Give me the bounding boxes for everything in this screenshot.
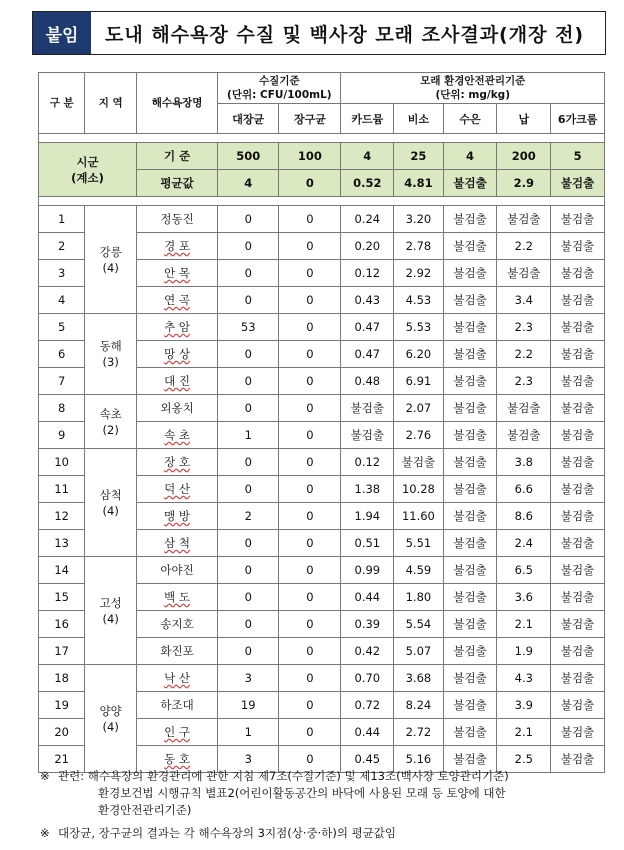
beach-name xyxy=(137,233,218,260)
note-mark: ※ xyxy=(40,769,50,783)
standard-value: 200 xyxy=(497,143,551,170)
measurement-value: 0.70 xyxy=(341,665,394,692)
measurement-value: 3.6 xyxy=(497,584,551,611)
region-cell xyxy=(85,206,137,314)
measurement-value: 불검출 xyxy=(443,665,497,692)
note-1-line-3: 환경안전관리기준) xyxy=(98,803,192,817)
measurement-value: 0 xyxy=(218,449,279,476)
measurement-value: 불검출 xyxy=(443,314,497,341)
row-number: 20 xyxy=(39,719,85,746)
beach-name-text: 아야진 xyxy=(160,563,194,577)
beach-name-text: 인 구 xyxy=(164,725,191,739)
beach-name-text: 삼 척 xyxy=(164,536,191,550)
region-name: 고성 xyxy=(99,595,122,610)
header-gubun: 구 분 xyxy=(39,73,85,134)
measurement-value: 불검출 xyxy=(551,530,605,557)
measurement-value: 2.4 xyxy=(497,530,551,557)
beach-name-text: 덕 산 xyxy=(164,482,191,496)
row-number: 3 xyxy=(39,260,85,287)
note-mark: ※ xyxy=(40,826,50,840)
measurement-value: 4.59 xyxy=(394,557,444,584)
beach-name xyxy=(137,638,218,665)
measurement-value: 불검출 xyxy=(443,746,497,773)
beach-name xyxy=(137,260,218,287)
note-1-line-1: 관련: 해수욕장의 환경관리에 관한 지침 제7조(수질기준) 및 제13조(백사장 토양관리기준) xyxy=(58,769,509,783)
measurement-value: 5.51 xyxy=(394,530,444,557)
note-2-text: 대장균, 장구균의 결과는 각 해수욕장의 3지점(상·중·하)의 평균값임 xyxy=(58,826,397,840)
measurement-value: 2.1 xyxy=(497,611,551,638)
param-header: 대장균 xyxy=(218,104,279,134)
sand-standard-title: 모래 환경안전관리기준 xyxy=(420,75,526,87)
region-cell xyxy=(85,557,137,665)
beach-name-text: 맹 방 xyxy=(164,509,191,523)
measurement-value: 불검출 xyxy=(551,260,605,287)
measurement-value: 0.20 xyxy=(341,233,394,260)
beach-name xyxy=(137,314,218,341)
measurement-value: 0 xyxy=(218,287,279,314)
measurement-value: 3.4 xyxy=(497,287,551,314)
measurement-value: 불검출 xyxy=(443,719,497,746)
measurement-value: 불검출 xyxy=(551,557,605,584)
header-water-standard xyxy=(218,73,341,104)
measurement-value: 3.20 xyxy=(394,206,444,233)
measurement-value: 0.12 xyxy=(341,260,394,287)
beach-name-text: 백 도 xyxy=(164,590,191,604)
measurement-value: 3.68 xyxy=(394,665,444,692)
results-table-body xyxy=(39,134,605,773)
measurement-value: 0.47 xyxy=(341,314,394,341)
beach-name-text: 하조대 xyxy=(160,698,194,712)
measurement-value: 10.28 xyxy=(394,476,444,503)
row-number: 10 xyxy=(39,449,85,476)
row-number: 12 xyxy=(39,503,85,530)
row-number: 14 xyxy=(39,557,85,584)
region-name: 양양 xyxy=(99,703,122,718)
title-box xyxy=(32,11,606,55)
beach-name xyxy=(137,665,218,692)
measurement-value: 불검출 xyxy=(443,368,497,395)
measurement-value: 2.07 xyxy=(394,395,444,422)
measurement-value: 1.38 xyxy=(341,476,394,503)
region-count: (4) xyxy=(102,719,119,734)
measurement-value: 불검출 xyxy=(443,692,497,719)
row-number: 2 xyxy=(39,233,85,260)
measurement-value: 0.24 xyxy=(341,206,394,233)
beach-name xyxy=(137,287,218,314)
measurement-value: 불검출 xyxy=(341,395,394,422)
beach-name-text: 외옹치 xyxy=(160,401,194,415)
beach-name-text: 화진포 xyxy=(160,644,194,658)
measurement-value: 불검출 xyxy=(497,206,551,233)
notes xyxy=(40,768,600,842)
measurement-value: 불검출 xyxy=(443,611,497,638)
region-count: (2) xyxy=(102,422,119,437)
measurement-value: 0.47 xyxy=(341,341,394,368)
measurement-value: 0 xyxy=(218,260,279,287)
note-1 xyxy=(40,768,600,785)
measurement-value: 0 xyxy=(218,584,279,611)
measurement-value: 0 xyxy=(279,206,341,233)
measurement-value: 불검출 xyxy=(443,233,497,260)
measurement-value: 0 xyxy=(279,287,341,314)
beach-name xyxy=(137,395,218,422)
header-beach: 해수욕장명 xyxy=(137,73,218,134)
measurement-value: 4.3 xyxy=(497,665,551,692)
measurement-value: 2.72 xyxy=(394,719,444,746)
average-value: 0.52 xyxy=(341,170,394,197)
standard-value: 100 xyxy=(279,143,341,170)
param-header: 납 xyxy=(497,104,551,134)
average-value: 4.81 xyxy=(394,170,444,197)
region-name: 동해 xyxy=(99,339,122,353)
measurement-value: 8.6 xyxy=(497,503,551,530)
measurement-value: 3.9 xyxy=(497,692,551,719)
measurement-value: 0 xyxy=(279,233,341,260)
measurement-value: 0.44 xyxy=(341,719,394,746)
standard-value: 4 xyxy=(341,143,394,170)
measurement-value: 불검출 xyxy=(551,287,605,314)
beach-name-text: 동 호 xyxy=(164,752,191,766)
region-cell xyxy=(85,449,137,557)
beach-name xyxy=(137,584,218,611)
beach-name-text: 경 포 xyxy=(164,239,191,253)
measurement-value: 0 xyxy=(218,611,279,638)
measurement-value: 3 xyxy=(218,665,279,692)
measurement-value: 0.51 xyxy=(341,530,394,557)
measurement-value: 5.54 xyxy=(394,611,444,638)
measurement-value: 4.53 xyxy=(394,287,444,314)
measurement-value: 8.24 xyxy=(394,692,444,719)
measurement-value: 6.6 xyxy=(497,476,551,503)
measurement-value: 0 xyxy=(279,719,341,746)
measurement-value: 불검출 xyxy=(443,557,497,584)
standard-value: 4 xyxy=(443,143,497,170)
row-number: 8 xyxy=(39,395,85,422)
beach-name xyxy=(137,449,218,476)
measurement-value: 불검출 xyxy=(443,341,497,368)
row-number: 13 xyxy=(39,530,85,557)
row-number: 4 xyxy=(39,287,85,314)
measurement-value: 5.53 xyxy=(394,314,444,341)
measurement-value: 0 xyxy=(279,449,341,476)
standard-value: 5 xyxy=(551,143,605,170)
table-row xyxy=(39,395,605,422)
param-header: 장구균 xyxy=(279,104,341,134)
summary-label-line2: (계소) xyxy=(71,170,104,185)
measurement-value: 0 xyxy=(279,368,341,395)
measurement-value: 0 xyxy=(279,530,341,557)
page-title: 도내 해수욕장 수질 및 백사장 모래 조사결과(개장 전) xyxy=(105,23,585,46)
measurement-value: 0 xyxy=(218,530,279,557)
note-1-line-2: 환경보건법 시행규칙 별표2(어린이활동공간의 바닥에 사용된 모래 등 토양에 대한 xyxy=(98,786,506,800)
measurement-value: 0 xyxy=(218,233,279,260)
table-row xyxy=(39,314,605,341)
measurement-value: 3.8 xyxy=(497,449,551,476)
measurement-value: 2.3 xyxy=(497,314,551,341)
measurement-value: 0 xyxy=(218,341,279,368)
header-region: 지 역 xyxy=(85,73,137,134)
measurement-value: 불검출 xyxy=(443,584,497,611)
region-count: (4) xyxy=(102,503,119,518)
measurement-value: 2.2 xyxy=(497,233,551,260)
results-table-container xyxy=(38,72,605,773)
row-number: 17 xyxy=(39,638,85,665)
measurement-value: 0.42 xyxy=(341,638,394,665)
measurement-value: 불검출 xyxy=(443,260,497,287)
beach-name xyxy=(137,557,218,584)
region-count: (4) xyxy=(102,611,119,626)
param-header: 수은 xyxy=(443,104,497,134)
beach-name-text: 낙 산 xyxy=(164,671,191,685)
measurement-value: 불검출 xyxy=(551,368,605,395)
measurement-value: 2 xyxy=(218,503,279,530)
measurement-value: 0.12 xyxy=(341,449,394,476)
region-count: (4) xyxy=(102,260,119,275)
measurement-value: 1 xyxy=(218,422,279,449)
row-number: 5 xyxy=(39,314,85,341)
measurement-value: 불검출 xyxy=(551,422,605,449)
row-number: 1 xyxy=(39,206,85,233)
measurement-value: 3 xyxy=(218,746,279,773)
measurement-value: 1.80 xyxy=(394,584,444,611)
measurement-value: 0 xyxy=(279,476,341,503)
measurement-value: 불검출 xyxy=(443,287,497,314)
measurement-value: 0 xyxy=(279,746,341,773)
beach-name-text: 안 목 xyxy=(164,266,191,280)
measurement-value: 불검출 xyxy=(443,395,497,422)
measurement-value: 불검출 xyxy=(551,449,605,476)
row-number: 7 xyxy=(39,368,85,395)
measurement-value: 1.94 xyxy=(341,503,394,530)
sand-standard-unit: (단위: mg/kg) xyxy=(435,89,510,101)
measurement-value: 0 xyxy=(279,503,341,530)
region-count: (3) xyxy=(102,355,119,369)
beach-name-text: 망 상 xyxy=(164,347,191,361)
attachment-badge: 붙임 xyxy=(33,12,91,54)
measurement-value: 불검출 xyxy=(443,530,497,557)
measurement-value: 불검출 xyxy=(551,206,605,233)
average-label: 평균값 xyxy=(137,170,218,197)
row-number: 21 xyxy=(39,746,85,773)
measurement-value: 2.3 xyxy=(497,368,551,395)
measurement-value: 0.45 xyxy=(341,746,394,773)
beach-name xyxy=(137,206,218,233)
measurement-value: 불검출 xyxy=(551,692,605,719)
measurement-value: 19 xyxy=(218,692,279,719)
row-number: 19 xyxy=(39,692,85,719)
measurement-value: 불검출 xyxy=(551,314,605,341)
measurement-value: 11.60 xyxy=(394,503,444,530)
water-standard-title: 수질기준 xyxy=(259,75,300,87)
measurement-value: 6.20 xyxy=(394,341,444,368)
beach-name xyxy=(137,692,218,719)
measurement-value: 0 xyxy=(218,395,279,422)
row-number: 6 xyxy=(39,341,85,368)
measurement-value: 불검출 xyxy=(497,395,551,422)
measurement-value: 불검출 xyxy=(443,476,497,503)
row-number: 18 xyxy=(39,665,85,692)
measurement-value: 불검출 xyxy=(497,422,551,449)
measurement-value: 2.2 xyxy=(497,341,551,368)
note-2 xyxy=(40,825,600,842)
measurement-value: 2.1 xyxy=(497,719,551,746)
measurement-value: 0.72 xyxy=(341,692,394,719)
measurement-value: 0 xyxy=(279,692,341,719)
beach-name xyxy=(137,422,218,449)
average-value: 4 xyxy=(218,170,279,197)
row-number: 15 xyxy=(39,584,85,611)
row-number: 11 xyxy=(39,476,85,503)
average-value: 불검출 xyxy=(551,170,605,197)
region-cell xyxy=(85,314,137,395)
summary-label-line1: 시군 xyxy=(76,154,99,169)
measurement-value: 불검출 xyxy=(443,449,497,476)
measurement-value: 불검출 xyxy=(551,665,605,692)
measurement-value: 0 xyxy=(279,584,341,611)
beach-name-text: 추 암 xyxy=(164,320,191,334)
measurement-value: 0 xyxy=(279,557,341,584)
results-table xyxy=(38,72,605,773)
measurement-value: 0 xyxy=(279,395,341,422)
measurement-value: 6.91 xyxy=(394,368,444,395)
measurement-value: 0 xyxy=(279,422,341,449)
measurement-value: 0.39 xyxy=(341,611,394,638)
beach-name xyxy=(137,476,218,503)
measurement-value: 불검출 xyxy=(551,476,605,503)
measurement-value: 불검출 xyxy=(394,449,444,476)
measurement-value: 0 xyxy=(218,476,279,503)
row-number: 16 xyxy=(39,611,85,638)
measurement-value: 0.48 xyxy=(341,368,394,395)
measurement-value: 0 xyxy=(279,611,341,638)
measurement-value: 53 xyxy=(218,314,279,341)
table-row xyxy=(39,206,605,233)
beach-name xyxy=(137,719,218,746)
measurement-value: 0.43 xyxy=(341,287,394,314)
measurement-value: 불검출 xyxy=(443,503,497,530)
measurement-value: 0 xyxy=(279,260,341,287)
water-standard-unit: (단위: CFU/100mL) xyxy=(227,89,332,101)
beach-name xyxy=(137,530,218,557)
table-row xyxy=(39,449,605,476)
measurement-value: 불검출 xyxy=(551,341,605,368)
measurement-value: 0 xyxy=(218,206,279,233)
measurement-value: 불검출 xyxy=(551,233,605,260)
measurement-value: 2.92 xyxy=(394,260,444,287)
measurement-value: 1 xyxy=(218,719,279,746)
average-value: 0 xyxy=(279,170,341,197)
table-row xyxy=(39,557,605,584)
beach-name xyxy=(137,341,218,368)
param-header: 비소 xyxy=(394,104,444,134)
measurement-value: 0 xyxy=(279,638,341,665)
beach-name xyxy=(137,611,218,638)
measurement-value: 2.78 xyxy=(394,233,444,260)
measurement-value: 불검출 xyxy=(497,260,551,287)
measurement-value: 불검출 xyxy=(551,746,605,773)
beach-name-text: 장 호 xyxy=(164,455,191,469)
measurement-value: 0 xyxy=(218,638,279,665)
measurement-value: 0 xyxy=(218,557,279,584)
beach-name-text: 대 진 xyxy=(164,374,191,388)
standard-label: 기 준 xyxy=(137,143,218,170)
param-header: 6가크롬 xyxy=(551,104,605,134)
summary-label xyxy=(39,143,137,197)
row-number: 9 xyxy=(39,422,85,449)
measurement-value: 불검출 xyxy=(443,422,497,449)
average-value: 2.9 xyxy=(497,170,551,197)
param-header: 카드뮴 xyxy=(341,104,394,134)
standard-value: 500 xyxy=(218,143,279,170)
header-sand-standard xyxy=(341,73,605,104)
measurement-value: 불검출 xyxy=(551,395,605,422)
region-cell xyxy=(85,395,137,449)
beach-name xyxy=(137,368,218,395)
measurement-value: 2.5 xyxy=(497,746,551,773)
measurement-value: 불검출 xyxy=(443,206,497,233)
measurement-value: 불검출 xyxy=(551,503,605,530)
measurement-value: 1.9 xyxy=(497,638,551,665)
measurement-value: 0.99 xyxy=(341,557,394,584)
measurement-value: 2.76 xyxy=(394,422,444,449)
measurement-value: 불검출 xyxy=(551,719,605,746)
measurement-value: 불검출 xyxy=(551,584,605,611)
measurement-value: 0 xyxy=(279,341,341,368)
measurement-value: 6.5 xyxy=(497,557,551,584)
beach-name-text: 정동진 xyxy=(160,212,194,226)
measurement-value: 불검출 xyxy=(341,422,394,449)
measurement-value: 불검출 xyxy=(551,638,605,665)
measurement-value: 불검출 xyxy=(443,638,497,665)
measurement-value: 0 xyxy=(279,665,341,692)
beach-name-text: 송지호 xyxy=(160,617,194,631)
region-name: 강릉 xyxy=(99,244,122,259)
table-row xyxy=(39,665,605,692)
measurement-value: 5.16 xyxy=(394,746,444,773)
measurement-value: 5.07 xyxy=(394,638,444,665)
standard-value: 25 xyxy=(394,143,444,170)
beach-name-text: 연 곡 xyxy=(164,293,191,307)
region-name: 삼척 xyxy=(99,487,122,502)
average-value: 불검출 xyxy=(443,170,497,197)
measurement-value: 0 xyxy=(279,314,341,341)
region-name: 속초 xyxy=(99,406,122,421)
measurement-value: 0 xyxy=(218,368,279,395)
beach-name xyxy=(137,503,218,530)
region-cell xyxy=(85,665,137,773)
measurement-value: 불검출 xyxy=(551,611,605,638)
beach-name-text: 속 초 xyxy=(164,428,191,442)
measurement-value: 0.44 xyxy=(341,584,394,611)
